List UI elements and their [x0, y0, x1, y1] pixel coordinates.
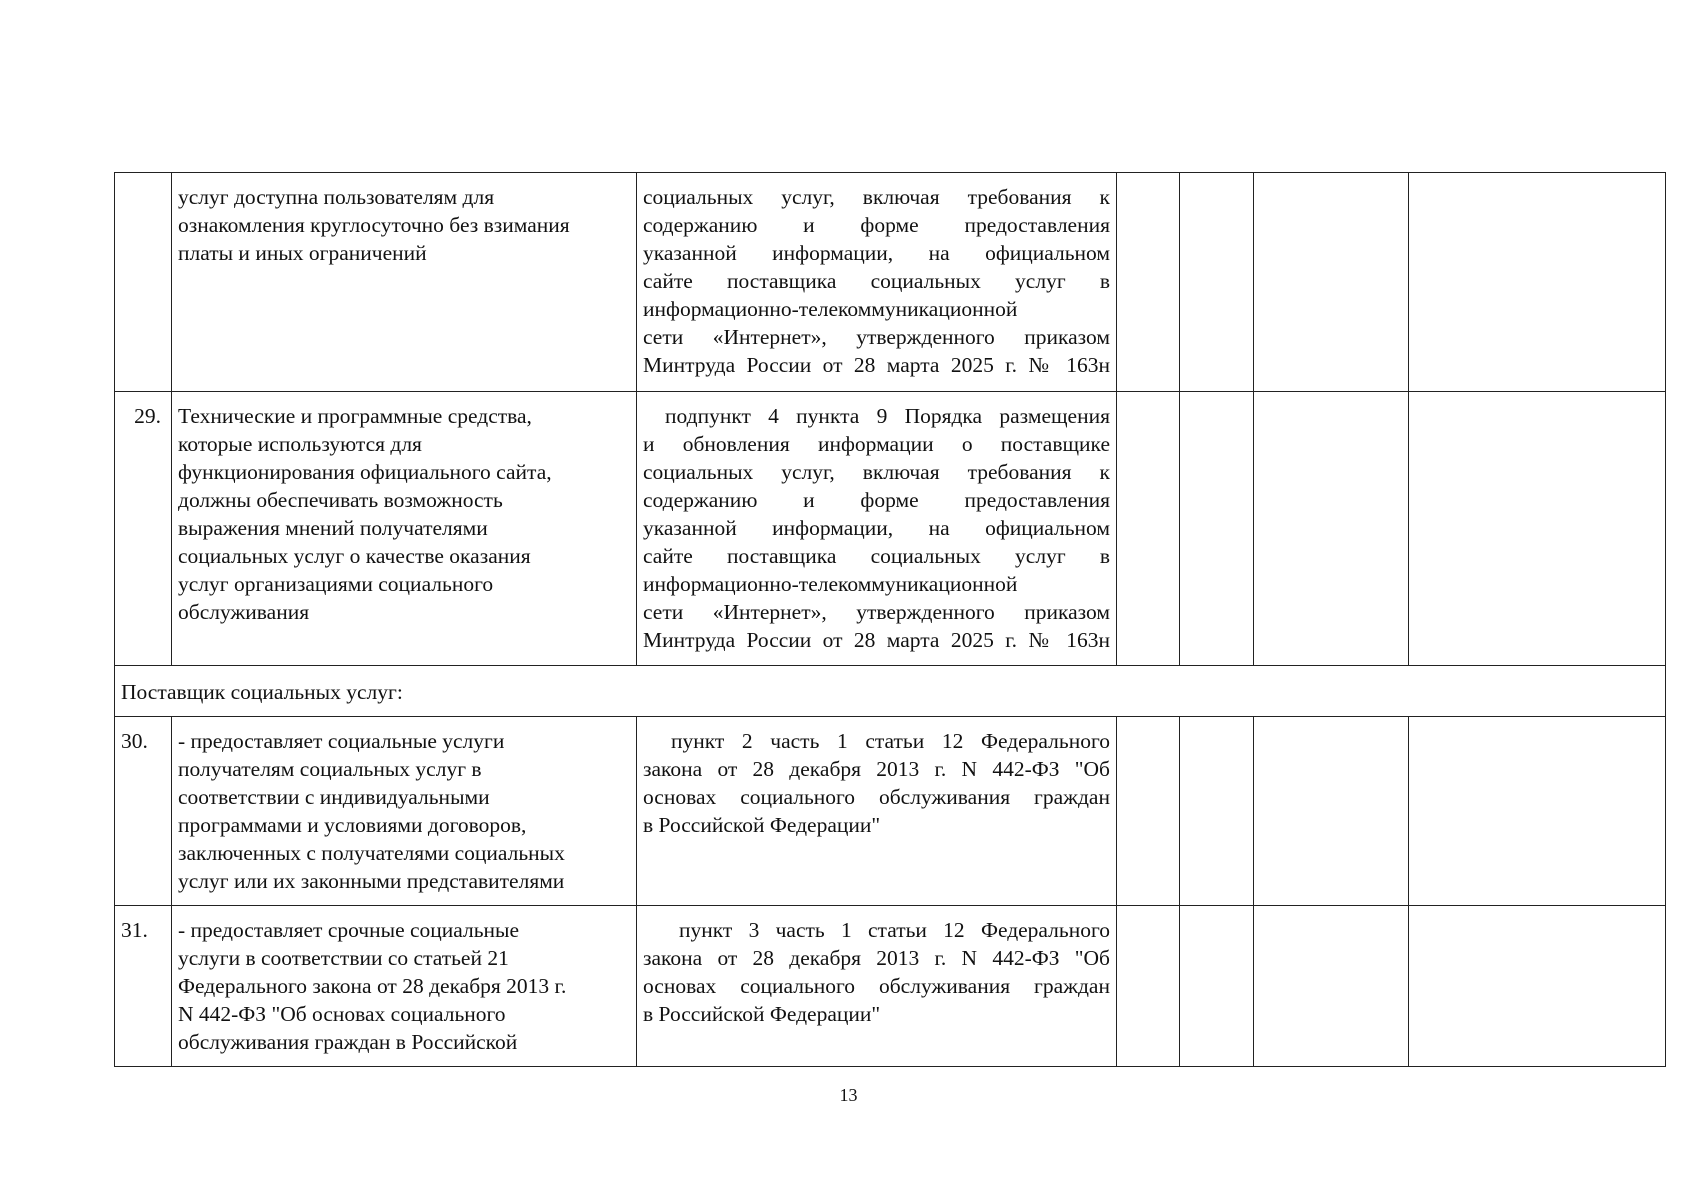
legal-basis-line: информационно-телекоммуникационной [643, 572, 1018, 596]
requirement-line: функционирования официального сайта, [178, 460, 552, 484]
empty-cell [1409, 906, 1666, 1067]
requirement-line: заключенных с получателями социальных [178, 841, 565, 865]
table-row [115, 392, 1666, 666]
legal-basis-line: в Российской Федерации" [643, 813, 881, 837]
requirement-line: N 442-ФЗ "Об основах социального [178, 1002, 506, 1026]
requirement-line: платы и иных ограничений [178, 241, 427, 265]
legal-basis-cell [637, 173, 1117, 392]
requirement-line: должны обеспечивать возможность [178, 488, 503, 512]
requirement-line: соответствии с индивидуальными [178, 785, 490, 809]
section-row [115, 666, 1666, 717]
legal-basis-line: указанной информации, на официальном [643, 241, 1110, 265]
legal-basis-line: информационно-телекоммуникационной [643, 297, 1018, 321]
legal-basis-line: содержанию и форме предоставления [643, 213, 1110, 237]
empty-cell [1254, 392, 1409, 666]
empty-cell [1180, 717, 1254, 906]
empty-cell [1180, 392, 1254, 666]
requirement-line: Федерального закона от 28 декабря 2013 г. [178, 974, 567, 998]
requirement-line: обслуживания [178, 600, 310, 624]
requirement-line: ознакомления круглосуточно без взимания [178, 213, 570, 237]
row-number-cell [115, 173, 172, 392]
empty-cell [1117, 392, 1180, 666]
empty-cell [1254, 906, 1409, 1067]
legal-basis-line: указанной информации, на официальном [643, 516, 1110, 540]
empty-cell [1117, 906, 1180, 1067]
requirement-cell [172, 173, 637, 392]
legal-basis-line: содержанию и форме предоставления [643, 488, 1110, 512]
empty-cell [1180, 906, 1254, 1067]
requirement-line: обслуживания граждан в Российской [178, 1030, 518, 1054]
requirement-line: программами и условиями договоров, [178, 813, 527, 837]
empty-cell [1409, 717, 1666, 906]
empty-cell [1409, 173, 1666, 392]
requirement-line: услуг или их законными представителями [178, 869, 565, 893]
legal-basis-line: сайте поставщика социальных услуг в [643, 544, 1110, 568]
legal-basis-line: и обновления информации о поставщике [643, 432, 1110, 456]
legal-basis-line: в Российской Федерации" [643, 1002, 881, 1026]
requirement-line: услуги в соответствии со статьей 21 [178, 946, 509, 970]
empty-cell [1254, 717, 1409, 906]
table-row [115, 173, 1666, 392]
requirement-line: выражения мнений получателями [178, 516, 488, 540]
empty-cell [1409, 392, 1666, 666]
legal-basis-line: Минтруда России от 28 марта 2025 г. № 163н [643, 628, 1110, 652]
legal-basis-line: основах социального обслуживания граждан [643, 974, 1110, 998]
legal-basis-line: сети «Интернет», утвержденного приказом [643, 600, 1110, 624]
legal-basis-cell [637, 717, 1117, 906]
row-number-cell: 30. [115, 717, 172, 906]
page-number: 13 [839, 1085, 858, 1105]
requirement-cell [172, 392, 637, 666]
requirement-line: которые используются для [178, 432, 422, 456]
requirements-table [114, 172, 1666, 1067]
requirement-line: услуг доступна пользователям для [178, 185, 495, 209]
legal-basis-line: социальных услуг, включая требования к [643, 185, 1110, 209]
requirement-line: услуг организациями социального [178, 572, 494, 596]
requirement-cell [172, 717, 637, 906]
requirement-line: - предоставляет срочные социальные [178, 918, 520, 942]
legal-basis-line: социальных услуг, включая требования к [643, 460, 1110, 484]
legal-basis-line: закона от 28 декабря 2013 г. N 442-ФЗ "Об [643, 757, 1110, 781]
requirement-line: Технические и программные средства, [178, 404, 532, 428]
requirement-cell [172, 906, 637, 1067]
row-number-cell: 31. [115, 906, 172, 1067]
section-title: Поставщик социальных услуг: [115, 666, 1666, 717]
empty-cell [1117, 717, 1180, 906]
empty-cell [1180, 173, 1254, 392]
legal-basis-line: сети «Интернет», утвержденного приказом [643, 325, 1110, 349]
legal-basis-line: закона от 28 декабря 2013 г. N 442-ФЗ "Об [643, 946, 1110, 970]
requirement-line: социальных услуг о качестве оказания [178, 544, 531, 568]
requirement-line: - предоставляет социальные услуги [178, 729, 505, 753]
table-row [115, 717, 1666, 906]
legal-basis-line: пункт 3 часть 1 статьи 12 Федерального [679, 918, 1110, 942]
row-number-cell: 29. [115, 392, 172, 666]
legal-basis-line: пункт 2 часть 1 статьи 12 Федерального [671, 729, 1110, 753]
legal-basis-cell [637, 392, 1117, 666]
empty-cell [1117, 173, 1180, 392]
empty-cell [1254, 173, 1409, 392]
legal-basis-line: подпункт 4 пункта 9 Порядка размещения [665, 404, 1110, 428]
legal-basis-line: сайте поставщика социальных услуг в [643, 269, 1110, 293]
legal-basis-line: Минтруда России от 28 марта 2025 г. № 163н [643, 353, 1110, 377]
table-row [115, 906, 1666, 1067]
requirement-line: получателям социальных услуг в [178, 757, 482, 781]
legal-basis-cell [637, 906, 1117, 1067]
legal-basis-line: основах социального обслуживания граждан [643, 785, 1110, 809]
